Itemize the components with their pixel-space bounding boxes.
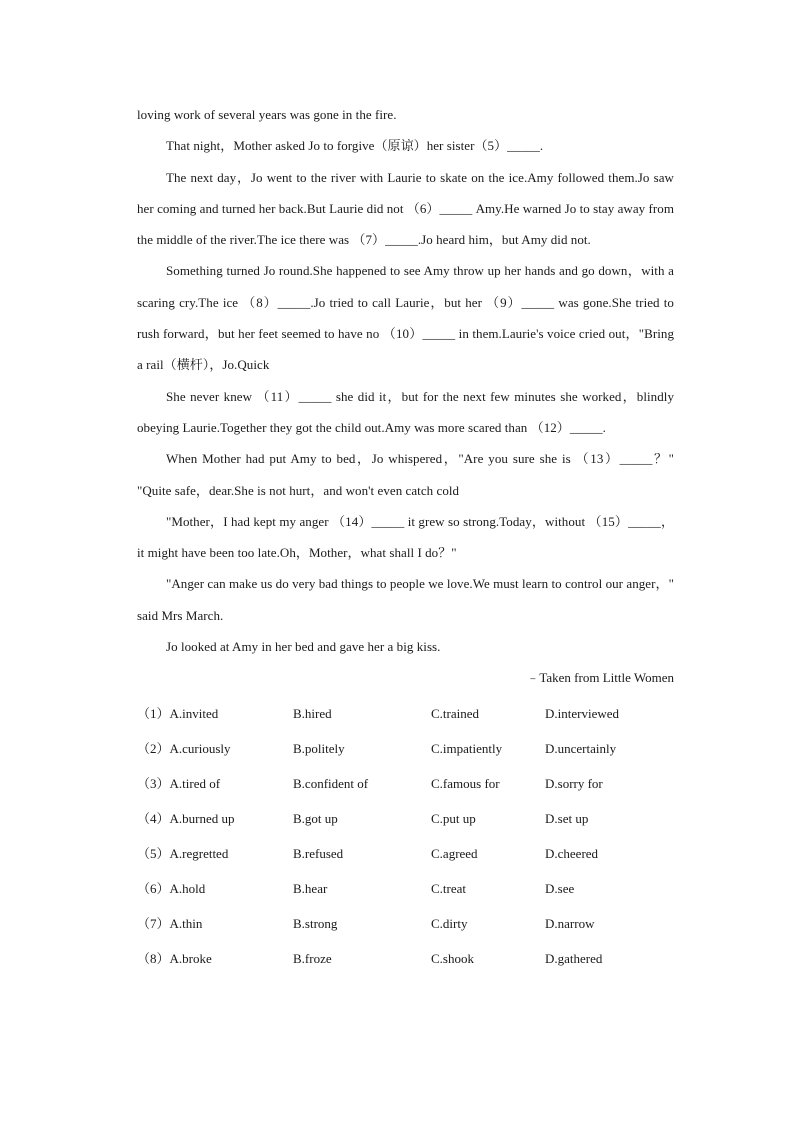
passage-paragraph: Something turned Jo round.She happened to see Amy throw up her hands and go down，with a scaring cry.The ice （8）_____.Jo tried to call Laurie，but her （9）_____ was gone.She tried to rush forward，but her feet seemed to have no （10）_____ in them.Laurie's voice cried out，"Bring a rail（横杆），Jo.Quick bbox=[137, 263, 674, 373]
option-b: B.confident of bbox=[293, 776, 369, 792]
option-b: B.froze bbox=[293, 951, 332, 967]
option-b: B.got up bbox=[293, 811, 338, 827]
passage-paragraph: She never knew （11）_____ she did it，but for the next few minutes she worked，blindly obeying Laurie.Together they got the child out.Amy was more scared than （12）_____. bbox=[137, 388, 674, 435]
option-b: B.hear bbox=[293, 881, 328, 897]
option-a: （1）A.invited bbox=[137, 706, 219, 722]
option-b: B.hired bbox=[293, 706, 332, 722]
option-d: D.narrow bbox=[545, 916, 595, 932]
option-c: C.treat bbox=[431, 881, 467, 897]
document-page bbox=[137, 99, 674, 976]
option-a: （7）A.thin bbox=[137, 916, 203, 932]
option-a: （6）A.hold bbox=[137, 881, 206, 897]
option-a: （2）A.curiously bbox=[137, 741, 231, 757]
answer-options bbox=[137, 696, 674, 976]
option-c: C.put up bbox=[431, 811, 476, 827]
option-c: C.shook bbox=[431, 951, 474, 967]
option-d: D.interviewed bbox=[545, 706, 620, 722]
option-row bbox=[137, 696, 674, 731]
option-d: D.see bbox=[545, 881, 575, 897]
option-row bbox=[137, 766, 674, 801]
passage-paragraph: The next day，Jo went to the river with Laurie to skate on the ice.Amy followed them.Jo saw her coming and turned her back.But Laurie did not （6）_____ Amy.He warned Jo to stay away from the middle of the river.The ice there was （7）_____.Jo heard him，but Amy did not. bbox=[137, 169, 674, 248]
option-row bbox=[137, 906, 674, 941]
option-b: B.refused bbox=[293, 846, 344, 862]
option-d: D.set up bbox=[545, 811, 589, 827]
passage bbox=[137, 99, 674, 662]
option-a: （8）A.broke bbox=[137, 951, 212, 967]
passage-paragraph: Jo looked at Amy in her bed and gave her a big kiss. bbox=[166, 639, 441, 655]
option-row bbox=[137, 871, 674, 906]
option-d: D.cheered bbox=[545, 846, 599, 862]
option-b: B.politely bbox=[293, 741, 345, 757]
option-a: （3）A.tired of bbox=[137, 776, 221, 792]
passage-paragraph: "Anger can make us do very bad things to people we love.We must learn to control our anger，" said Mrs March. bbox=[137, 576, 674, 623]
source-attribution: ﹣Taken from Little Women bbox=[526, 670, 674, 686]
option-a: （5）A.regretted bbox=[137, 846, 229, 862]
option-a: （4）A.burned up bbox=[137, 811, 235, 827]
option-row bbox=[137, 941, 674, 976]
option-row bbox=[137, 836, 674, 871]
passage-paragraph: loving work of several years was gone in the fire. bbox=[137, 107, 397, 122]
option-c: C.agreed bbox=[431, 846, 478, 862]
passage-paragraph: When Mother had put Amy to bed，Jo whispered，"Are you sure she is （13）_____？" "Quite safe，dear.She is not hurt，and won't even catch cold bbox=[137, 451, 674, 498]
option-c: C.trained bbox=[431, 706, 480, 722]
option-c: C.impatiently bbox=[431, 741, 503, 757]
option-d: D.gathered bbox=[545, 951, 603, 967]
option-b: B.strong bbox=[293, 916, 338, 932]
passage-paragraph: "Mother，I had kept my anger （14）_____ it grew so strong.Today，without （15）_____，it might have been too late.Oh，Mother，what shall I do？" bbox=[137, 513, 674, 561]
option-c: C.dirty bbox=[431, 916, 468, 932]
option-row bbox=[137, 801, 674, 836]
passage-paragraph: That night，Mother asked Jo to forgive（原谅）her sister（5）_____. bbox=[166, 138, 544, 154]
option-d: D.sorry for bbox=[545, 776, 603, 792]
option-d: D.uncertainly bbox=[545, 741, 617, 757]
option-row bbox=[137, 731, 674, 766]
option-c: C.famous for bbox=[431, 776, 500, 792]
